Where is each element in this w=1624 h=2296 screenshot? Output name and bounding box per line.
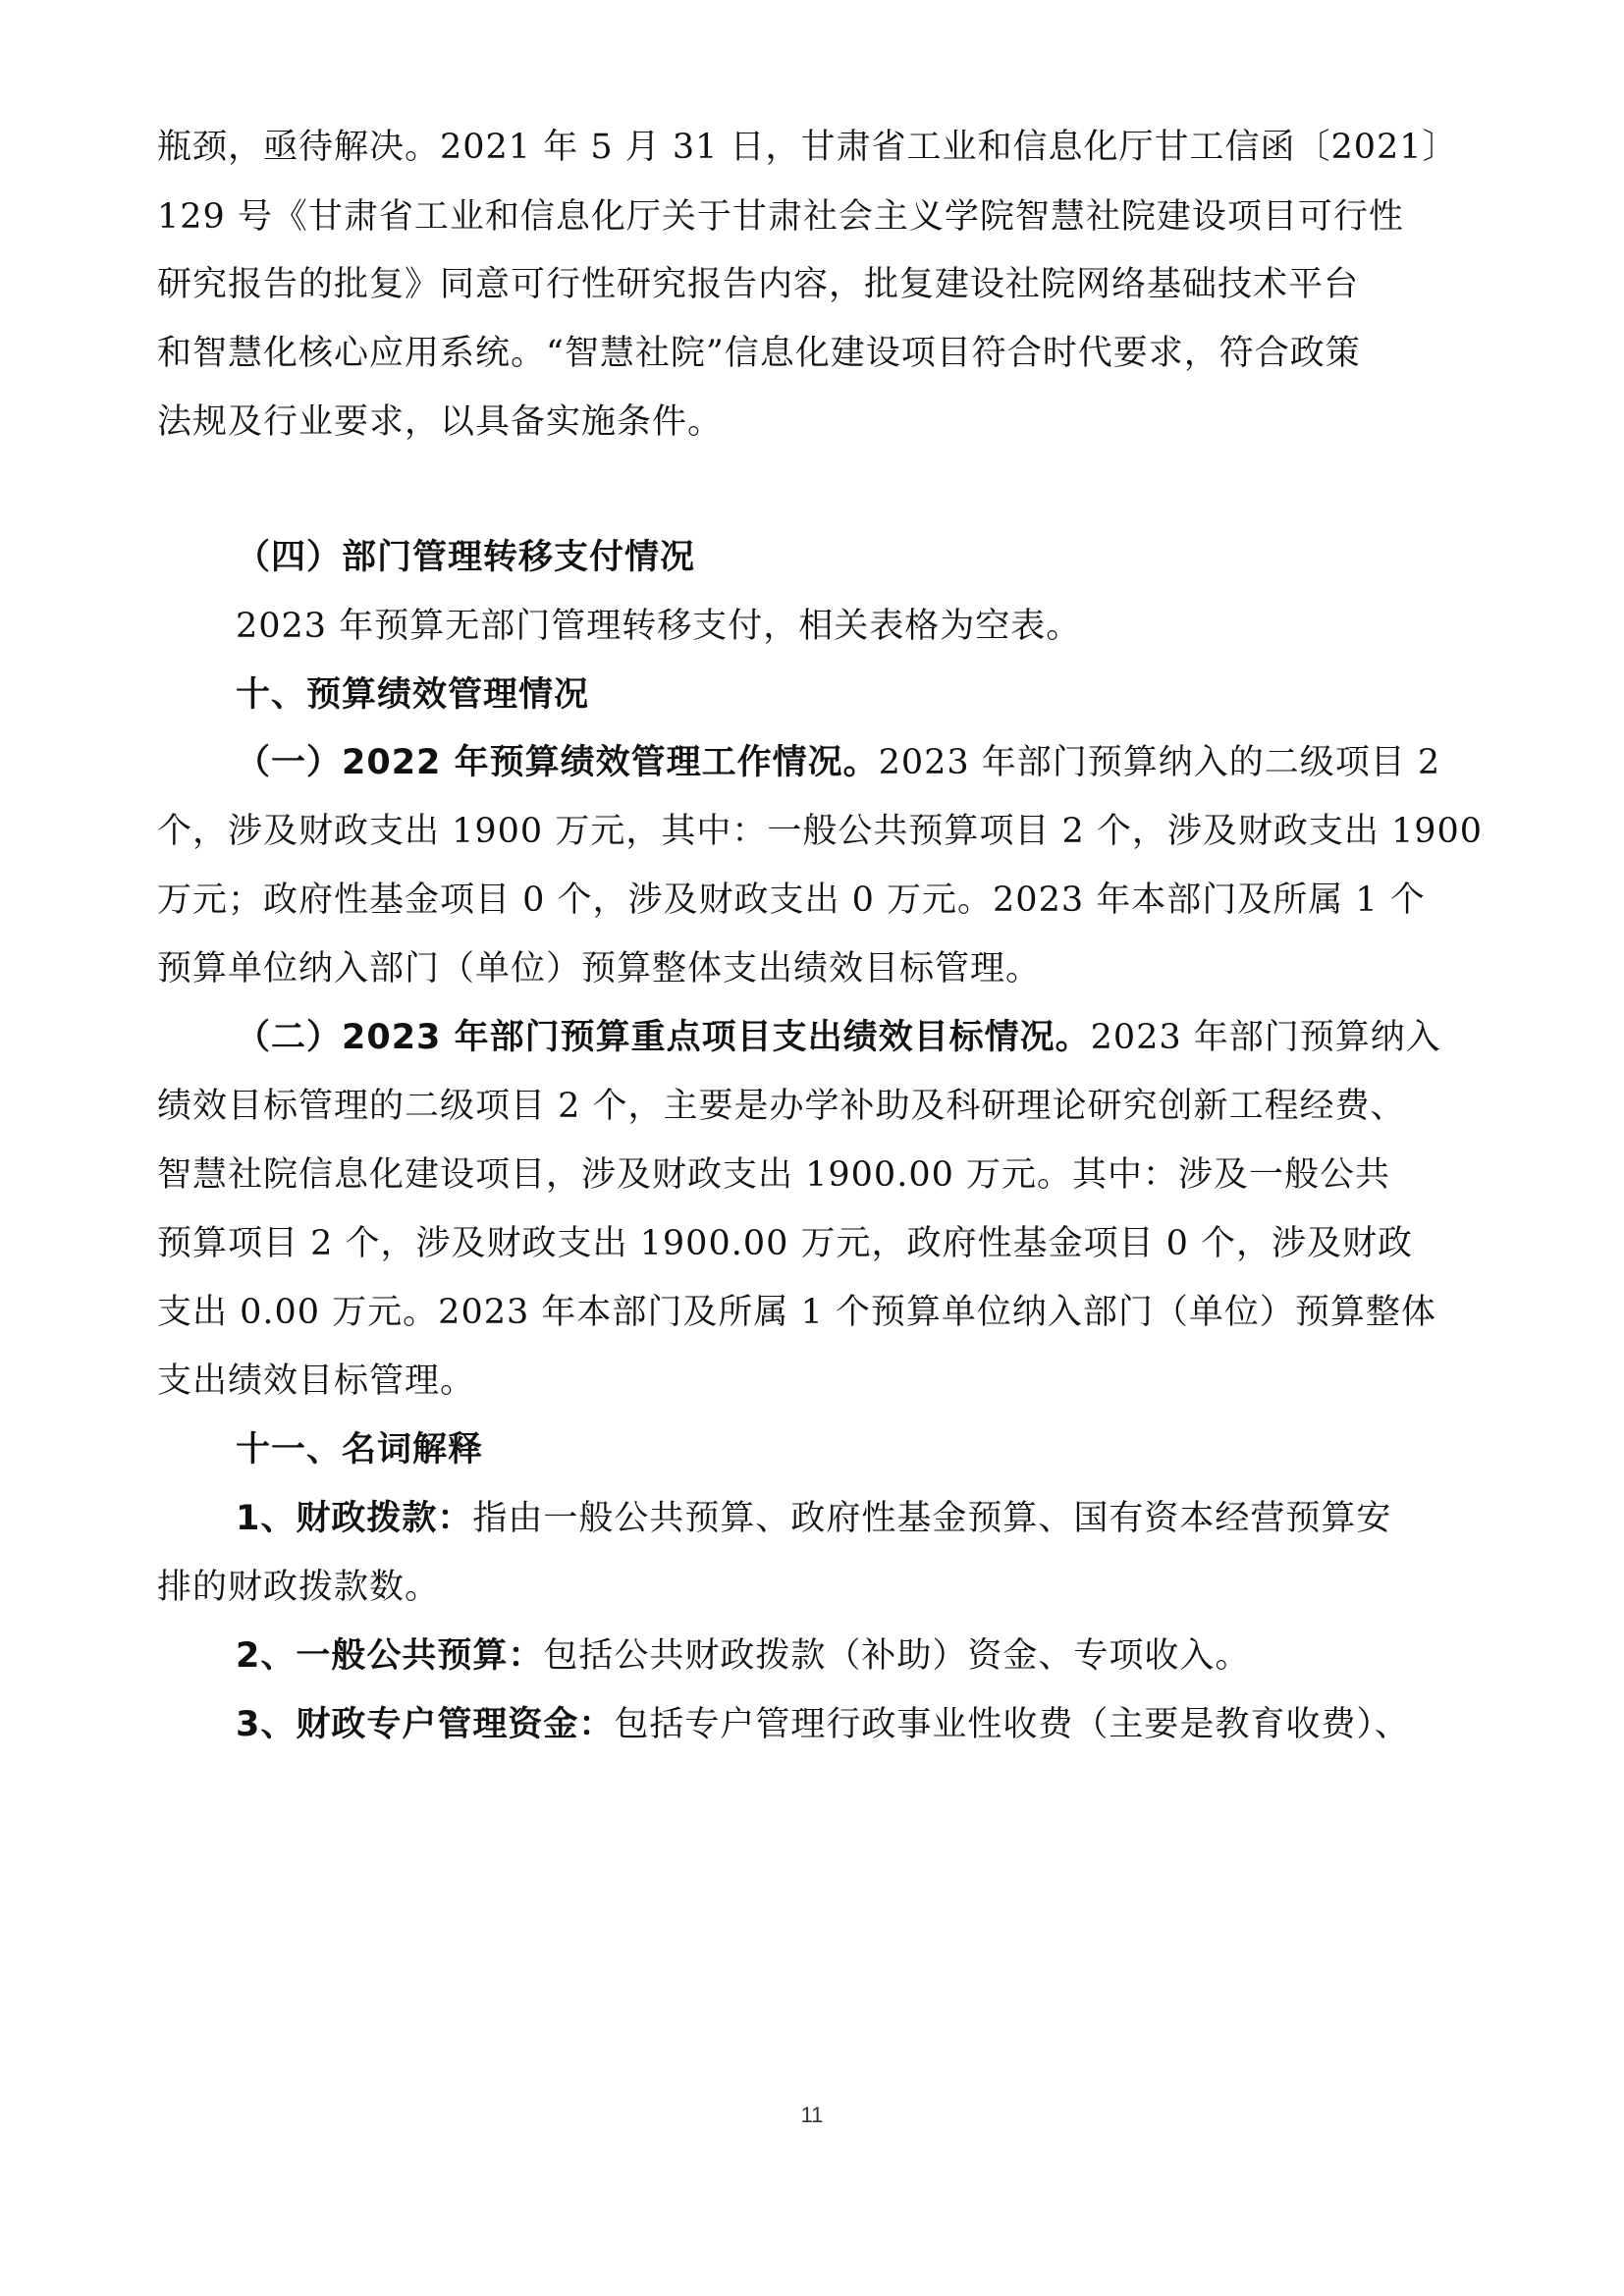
paragraph-line bbox=[236, 1016, 1441, 1059]
paragraph-line bbox=[236, 741, 1440, 784]
subheading: （一）2022 年预算绩效管理工作情况。 bbox=[236, 743, 879, 782]
paragraph-line: 预算单位纳入部门（单位）预算整体支出绩效目标管理。 bbox=[157, 949, 1042, 988]
paragraph-text: 2023 年部门预算纳入的二级项目 2 bbox=[878, 743, 1441, 782]
paragraph-line: 瓶颈，亟待解决。2021 年 5 月 31 日，甘肃省工业和信息化厅甘工信函〔2021〕 bbox=[157, 128, 1458, 167]
paragraph-text: 2023 年部门预算纳入 bbox=[1090, 1018, 1441, 1057]
term-label: 1、财政拨款： bbox=[236, 1499, 473, 1538]
paragraph-line: 129 号《甘肃省工业和信息化厅关于甘肃社会主义学院智慧社院建设项目可行性 bbox=[157, 197, 1404, 237]
section-heading: （四）部门管理转移支付情况 bbox=[236, 538, 696, 577]
paragraph-line: 预算项目 2 个，涉及财政支出 1900.00 万元，政府性基金项目 0 个，涉及财政 bbox=[157, 1224, 1414, 1263]
paragraph-line: 万元；政府性基金项目 0 个，涉及财政支出 0 万元。2023 年本部门及所属 1 个 bbox=[157, 881, 1426, 920]
paragraph-line: 排的财政拨款数。 bbox=[157, 1568, 441, 1607]
paragraph-line: 智慧社院信息化建设项目，涉及财政支出 1900.00 万元。其中：涉及一般公共 bbox=[157, 1155, 1390, 1195]
section-heading: 十一、名词解释 bbox=[236, 1430, 484, 1469]
subheading: （二）2023 年部门预算重点项目支出绩效目标情况。 bbox=[236, 1018, 1091, 1057]
page-number: 11 bbox=[800, 2103, 824, 2127]
term-label: 3、财政专户管理资金： bbox=[236, 1705, 615, 1744]
paragraph-line: 个，涉及财政支出 1900 万元，其中：一般公共预算项目 2 个，涉及财政支出 1900 bbox=[157, 812, 1484, 851]
paragraph-text: 包括专户管理行政事业性收费（主要是教育收费）、 bbox=[614, 1705, 1410, 1744]
paragraph-line: 研究报告的批复》同意可行性研究报告内容，批复建设社院网络基础技术平台 bbox=[157, 265, 1360, 304]
paragraph-line bbox=[236, 1497, 1391, 1540]
term-label: 2、一般公共预算： bbox=[236, 1636, 544, 1676]
section-heading: 十、预算绩效管理情况 bbox=[236, 675, 590, 715]
paragraph-line: 法规及行业要求，以具备实施条件。 bbox=[157, 402, 724, 442]
paragraph-line: 支出 0.00 万元。2023 年本部门及所属 1 个预算单位纳入部门（单位）预算整体 bbox=[157, 1293, 1436, 1332]
paragraph-line: 支出绩效目标管理。 bbox=[157, 1362, 476, 1401]
paragraph-text: 指由一般公共预算、政府性基金预算、国有资本经营预算安 bbox=[472, 1499, 1392, 1538]
paragraph-line bbox=[236, 1634, 1250, 1678]
paragraph-line: 和智慧化核心应用系统。“智慧社院”信息化建设项目符合时代要求，符合政策 bbox=[157, 334, 1361, 373]
paragraph-text: 包括公共财政拨款（补助）资金、专项收入。 bbox=[543, 1636, 1251, 1676]
paragraph-line bbox=[236, 1703, 1410, 1746]
paragraph-line: 绩效目标管理的二级项目 2 个，主要是办学补助及科研理论研究创新工程经费、 bbox=[157, 1087, 1406, 1126]
paragraph-line: 2023 年预算无部门管理转移支付，相关表格为空表。 bbox=[236, 607, 1082, 646]
